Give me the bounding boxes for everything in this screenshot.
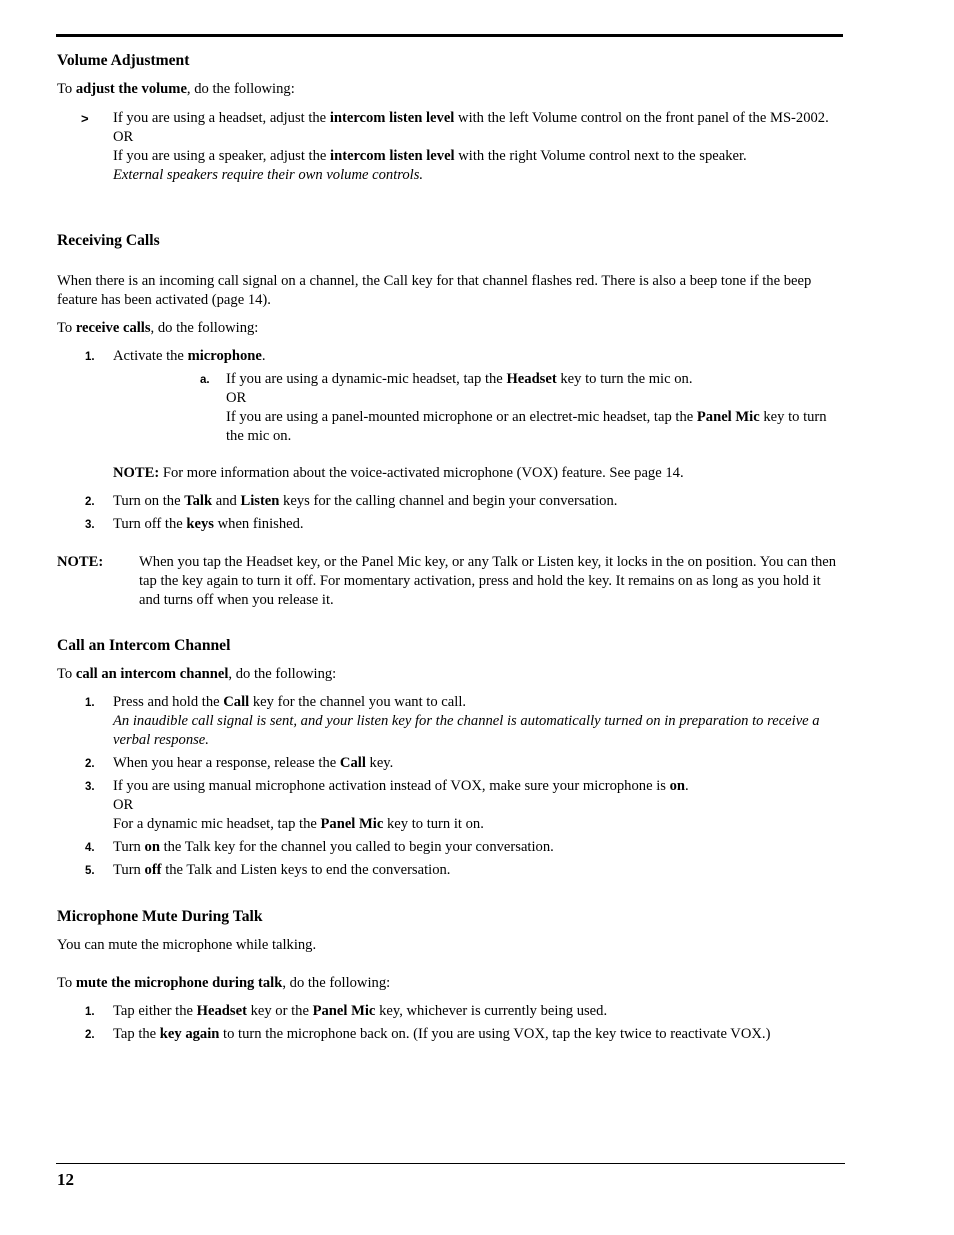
arrow-marker: > <box>81 111 89 126</box>
call-step-3: If you are using manual microphone activation instead of VOX, make sure your microphone is on. OR For a dynamic mic headset, tap the Panel Mic key to turn it on. <box>113 778 689 832</box>
volume-speaker-line: If you are using a speaker, adjust the intercom listen level with the right Volume control next to the speaker. <box>113 148 747 164</box>
bottom-rule <box>56 1163 845 1164</box>
heading-volume-adjustment: Volume Adjustment <box>57 52 190 69</box>
mute-para: You can mute the microphone while talking. <box>57 937 317 953</box>
mute-intro: To mute the microphone during talk, do the following: <box>57 975 391 991</box>
note-label: NOTE: <box>57 554 104 570</box>
call-intro: To call an intercom channel, do the following: <box>57 666 337 682</box>
call-step-1: Press and hold the Call key for the channel you want to call. An inaudible call signal is sent, and your listen key for the channel is automatically turned on in preparation to receive a verbal response. <box>113 694 820 748</box>
receiving-para: When there is an incoming call signal on a channel, the Call key for that channel flashes red. There is also a beep tone if the beep feature has been activated (page 14). <box>57 273 812 308</box>
receiving-intro: To receive calls, do the following: <box>57 320 259 336</box>
mute-step-2: Tap the key again to turn the microphone back on. (If you are using VOX, tap the key twice to reactivate VOX.) <box>113 1026 771 1042</box>
call-step-5: Turn off the Talk and Listen keys to end the conversation. <box>113 862 451 878</box>
step-number: 4. <box>85 842 95 854</box>
call-step-4: Turn on the Talk key for the channel you called to begin your conversation. <box>113 839 554 855</box>
heading-microphone-mute: Microphone Mute During Talk <box>57 908 263 925</box>
heading-receiving-calls: Receiving Calls <box>57 232 160 249</box>
step-number: 2. <box>85 758 95 770</box>
volume-or: OR <box>113 129 134 145</box>
step-number: 5. <box>85 865 95 877</box>
receiving-sub-step-a: If you are using a dynamic-mic headset, tap the Headset key to turn the mic on. OR If you are using a panel-mounted microphone or an electret-mic headset, tap the Panel Mic key to turn the mic on. <box>226 371 827 444</box>
page-number: 12 <box>57 1170 74 1189</box>
volume-instructions <box>113 109 848 185</box>
step-number: 1. <box>85 1006 95 1018</box>
receiving-inline-note: NOTE: For more information about the voice-activated microphone (VOX) feature. See page 14. <box>113 465 684 481</box>
step-number: 3. <box>85 519 95 531</box>
receiving-step-1: Activate the microphone. <box>113 348 266 364</box>
volume-italic-note: External speakers require their own volume controls. <box>113 167 424 183</box>
note-body: When you tap the Headset key, or the Panel Mic key, or any Talk or Listen key, it locks in the on position. You can then tap the key again to turn it off. For momentary activation, press and hold the key. It remains on as long as you hold it and turns off when you release it. <box>139 554 837 608</box>
volume-headset-line: If you are using a headset, adjust the intercom listen level with the left Volume control on the front panel of the MS-2002. <box>113 110 829 126</box>
step-number: 3. <box>85 781 95 793</box>
step-number: 2. <box>85 496 95 508</box>
sub-step-marker: a. <box>200 374 210 386</box>
top-rule <box>56 34 843 37</box>
mute-step-1: Tap either the Headset key or the Panel Mic key, whichever is currently being used. <box>113 1003 608 1019</box>
volume-intro: To adjust the volume, do the following: <box>57 81 295 97</box>
receiving-step-3: Turn off the keys when finished. <box>113 516 304 532</box>
receiving-step-2: Turn on the Talk and Listen keys for the calling channel and begin your conversation. <box>113 493 618 509</box>
step-number: 1. <box>85 351 95 363</box>
call-step-2: When you hear a response, release the Call key. <box>113 755 394 771</box>
step-number: 2. <box>85 1029 95 1041</box>
heading-call-intercom-channel: Call an Intercom Channel <box>57 637 231 654</box>
step-number: 1. <box>85 697 95 709</box>
